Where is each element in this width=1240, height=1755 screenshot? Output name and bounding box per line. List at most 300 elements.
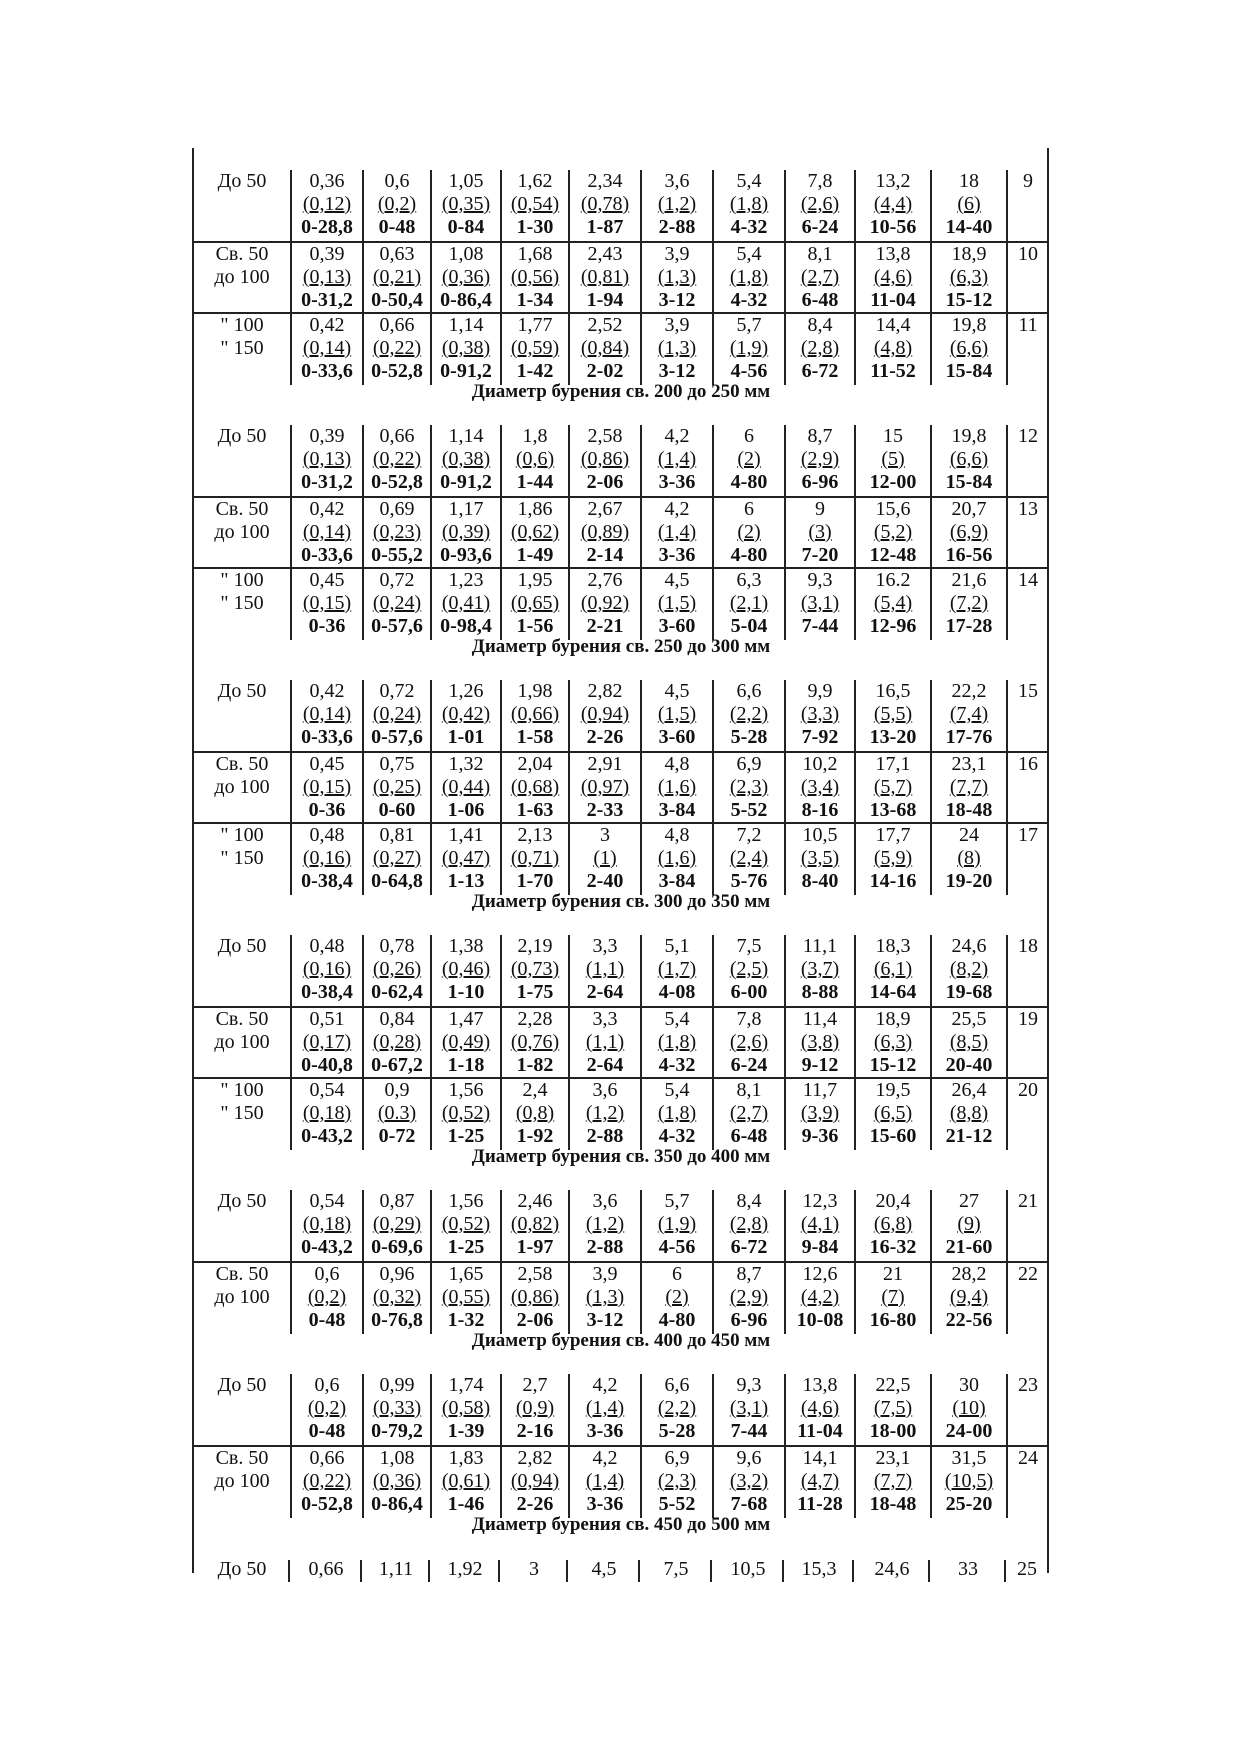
value-cell <box>290 1374 362 1445</box>
value-sub: (1,8) <box>657 1031 697 1053</box>
value-sub: (1,6) <box>657 847 697 869</box>
value-sub: (0,25) <box>372 776 422 798</box>
value-main: 5,4 <box>664 1079 690 1101</box>
value-bold: 2-40 <box>586 870 624 892</box>
value-bold: 15-84 <box>945 471 993 493</box>
value-sub: (2,9) <box>729 1286 769 1308</box>
value-cell <box>568 425 640 496</box>
value-bold: 0-86,4 <box>440 289 492 311</box>
row-label-line: До 50 <box>217 425 267 447</box>
value-sub: (0,38) <box>441 337 491 359</box>
value-main: 1,17 <box>448 498 484 520</box>
value-cell <box>854 935 930 1006</box>
value-bold: 1-06 <box>447 799 485 821</box>
value-cell <box>500 1079 568 1150</box>
value-sub: (2,1) <box>729 592 769 614</box>
value-sub: (0,14) <box>302 337 352 359</box>
value-main: 10,2 <box>802 753 838 775</box>
value-bold: 11-28 <box>797 1493 843 1515</box>
value-bold: 0-69,6 <box>371 1236 423 1258</box>
value-cell <box>784 1447 854 1518</box>
value-bold: 1-32 <box>447 1309 485 1331</box>
value-sub: (3,9) <box>800 1102 840 1124</box>
value-sub: (0,18) <box>302 1102 352 1124</box>
value-cell <box>784 1558 854 1584</box>
value-sub: (0,65) <box>510 592 560 614</box>
value-main: 2,52 <box>587 314 623 336</box>
value-cell <box>640 824 712 895</box>
row-number-text: 11 <box>1018 314 1038 336</box>
value-main: 2,13 <box>517 824 553 846</box>
value-cell <box>640 243 712 314</box>
value-cell <box>362 1263 430 1334</box>
value-cell <box>500 425 568 496</box>
value-bold: 1-39 <box>447 1420 485 1442</box>
value-sub: (0,41) <box>441 592 491 614</box>
value-cell <box>430 314 500 385</box>
value-main: 1,74 <box>448 1374 484 1396</box>
value-sub: (8,5) <box>949 1031 989 1053</box>
value-cell <box>784 1190 854 1261</box>
value-main: 1,08 <box>379 1447 415 1469</box>
value-cell <box>290 1263 362 1334</box>
value-main: 8,1 <box>807 243 833 265</box>
row-label <box>194 680 290 751</box>
value-sub: (0,21) <box>372 266 422 288</box>
value-bold: 0-43,2 <box>301 1236 353 1258</box>
value-main: 15,6 <box>875 498 911 520</box>
value-main: 9,6 <box>736 1447 762 1469</box>
value-sub: (0,22) <box>302 1470 352 1492</box>
value-bold: 6-00 <box>730 981 768 1003</box>
value-cell <box>290 170 362 241</box>
value-bold: 2-14 <box>586 544 624 566</box>
row-number-text: 17 <box>1018 824 1038 846</box>
row-number-text: 16 <box>1018 753 1038 775</box>
value-sub: (0,28) <box>372 1031 422 1053</box>
value-cell <box>784 935 854 1006</box>
value-cell <box>712 425 784 496</box>
value-bold: 12-48 <box>869 544 917 566</box>
value-sub: (6,3) <box>873 1031 913 1053</box>
value-sub: (0,84) <box>580 337 630 359</box>
value-main: 7,2 <box>736 824 762 846</box>
row-number-text: 18 <box>1018 935 1038 957</box>
value-bold: 16-32 <box>869 1236 917 1258</box>
value-bold: 6-96 <box>801 471 839 493</box>
value-cell <box>930 1447 1006 1518</box>
value-sub: (0,58) <box>441 1397 491 1419</box>
value-cell <box>640 935 712 1006</box>
table-row <box>194 1558 1048 1584</box>
value-bold: 0-57,6 <box>371 615 423 637</box>
value-bold: 0-52,8 <box>371 471 423 493</box>
value-bold: 5-28 <box>658 1420 696 1442</box>
value-cell <box>430 243 500 314</box>
row-label <box>194 1374 290 1445</box>
value-cell <box>362 243 430 314</box>
value-main: 8,4 <box>807 314 833 336</box>
value-sub: (0,15) <box>302 592 352 614</box>
value-sub: (6) <box>957 193 981 215</box>
value-main: 2,7 <box>522 1374 548 1396</box>
value-main: 24,6 <box>951 935 987 957</box>
value-sub: (0,14) <box>302 521 352 543</box>
value-cell <box>712 680 784 751</box>
row-number <box>1006 1008 1048 1079</box>
value-main: 18,9 <box>875 1008 911 1030</box>
value-sub: (1,4) <box>585 1470 625 1492</box>
value-sub: (0,17) <box>302 1031 352 1053</box>
value-sub: (1,4) <box>657 448 697 470</box>
value-main: 0,69 <box>379 498 415 520</box>
row-label-line: Св. 50 <box>215 243 269 265</box>
value-cell <box>500 935 568 1006</box>
value-main: 10,5 <box>802 824 838 846</box>
value-cell <box>362 314 430 385</box>
value-bold: 18-00 <box>869 1420 917 1442</box>
value-cell <box>500 170 568 241</box>
value-sub: (1,2) <box>585 1213 625 1235</box>
row-label-line: " 100 <box>220 1079 264 1101</box>
value-main: 21 <box>883 1263 903 1285</box>
value-main: 16,5 <box>875 680 911 702</box>
value-sub: (0,54) <box>510 193 560 215</box>
value-cell <box>784 1263 854 1334</box>
value-sub: (7) <box>881 1286 905 1308</box>
value-bold: 2-88 <box>586 1125 624 1147</box>
value-main: 3,3 <box>592 1008 618 1030</box>
value-sub: (7,7) <box>949 776 989 798</box>
value-cell <box>362 1008 430 1079</box>
value-bold: 1-44 <box>516 471 554 493</box>
value-sub: (0,9) <box>515 1397 555 1419</box>
value-bold: 1-75 <box>516 981 554 1003</box>
value-main: 11,7 <box>802 1079 838 1101</box>
value-cell <box>712 1190 784 1261</box>
value-bold: 6-48 <box>801 289 839 311</box>
value-bold: 0-36 <box>308 615 346 637</box>
value-cell <box>784 1079 854 1150</box>
value-bold: 0-52,8 <box>371 360 423 382</box>
value-cell <box>784 824 854 895</box>
value-cell <box>430 680 500 751</box>
value-sub: (0,61) <box>441 1470 491 1492</box>
value-bold: 0-38,4 <box>301 981 353 1003</box>
value-bold: 2-16 <box>516 1420 554 1442</box>
value-main: 0,66 <box>309 1447 345 1469</box>
value-cell <box>930 170 1006 241</box>
value-main: 6,9 <box>664 1447 690 1469</box>
value-bold: 4-08 <box>658 981 696 1003</box>
value-main: 13,8 <box>802 1374 838 1396</box>
value-bold: 0-60 <box>378 799 416 821</box>
value-cell <box>430 753 500 824</box>
value-sub: (7,2) <box>949 592 989 614</box>
value-main: 6,9 <box>736 753 762 775</box>
value-main: 1,62 <box>517 170 553 192</box>
value-bold: 3-12 <box>658 360 696 382</box>
value-cell <box>930 1190 1006 1261</box>
value-cell <box>854 1447 930 1518</box>
value-main: 0,63 <box>379 243 415 265</box>
value-sub: (1,3) <box>657 337 697 359</box>
row-label <box>194 1008 290 1079</box>
value-main: 22,2 <box>951 680 987 702</box>
value-cell <box>640 170 712 241</box>
value-cell <box>854 1263 930 1334</box>
value-main: 19,8 <box>951 314 987 336</box>
value-main: 3 <box>600 824 610 846</box>
value-sub: (6,9) <box>949 521 989 543</box>
row-label <box>194 753 290 824</box>
value-sub: (6,6) <box>949 448 989 470</box>
value-sub: (0.3) <box>377 1102 417 1124</box>
row-label <box>194 1190 290 1261</box>
value-cell <box>854 1190 930 1261</box>
value-cell <box>930 1558 1006 1584</box>
value-bold: 7-92 <box>801 726 839 748</box>
value-bold: 19-68 <box>945 981 993 1003</box>
value-main: 4,2 <box>664 498 690 520</box>
value-main: 2,28 <box>517 1008 553 1030</box>
value-main: 0,39 <box>309 425 345 447</box>
value-bold: 1-42 <box>516 360 554 382</box>
row-label <box>194 1447 290 1518</box>
value-sub: (8) <box>957 847 981 869</box>
value-main: 0,72 <box>379 680 415 702</box>
value-bold: 1-63 <box>516 799 554 821</box>
value-sub: (0,8) <box>515 1102 555 1124</box>
value-sub: (0,24) <box>372 592 422 614</box>
value-sub: (0,36) <box>372 1470 422 1492</box>
value-main: 0,39 <box>309 243 345 265</box>
value-bold: 11-04 <box>870 289 916 311</box>
value-bold: 9-12 <box>801 1054 839 1076</box>
value-main: 3 <box>529 1558 539 1580</box>
value-cell <box>712 170 784 241</box>
value-cell <box>362 935 430 1006</box>
value-bold: 0-38,4 <box>301 870 353 892</box>
value-main: 5,7 <box>664 1190 690 1212</box>
value-main: 13,8 <box>875 243 911 265</box>
value-main: 7,8 <box>736 1008 762 1030</box>
value-cell <box>712 824 784 895</box>
value-bold: 15-12 <box>945 289 993 311</box>
value-cell <box>430 498 500 569</box>
value-bold: 6-24 <box>801 216 839 238</box>
value-cell <box>712 569 784 640</box>
value-sub: (2,8) <box>800 337 840 359</box>
value-bold: 0-31,2 <box>301 471 353 493</box>
row-number-text: 21 <box>1018 1190 1038 1212</box>
table-row <box>194 312 1048 385</box>
row-number <box>1006 1079 1048 1150</box>
value-main: 1,32 <box>448 753 484 775</box>
value-bold: 3-36 <box>586 1420 624 1442</box>
value-main: 0,42 <box>309 498 345 520</box>
value-bold: 0-67,2 <box>371 1054 423 1076</box>
value-bold: 15-60 <box>869 1125 917 1147</box>
value-cell <box>568 569 640 640</box>
value-sub: (0,14) <box>302 703 352 725</box>
row-label-line: " 100 <box>220 569 264 591</box>
value-sub: (5,4) <box>873 592 913 614</box>
value-sub: (1,2) <box>585 1102 625 1124</box>
value-bold: 2-26 <box>586 726 624 748</box>
value-sub: (1,4) <box>585 1397 625 1419</box>
value-bold: 0-52,8 <box>301 1493 353 1515</box>
value-bold: 4-80 <box>730 544 768 566</box>
value-cell <box>640 1190 712 1261</box>
value-cell <box>784 1374 854 1445</box>
value-sub: (7,4) <box>949 703 989 725</box>
row-label <box>194 1558 290 1629</box>
value-bold: 6-72 <box>730 1236 768 1258</box>
value-cell <box>930 1008 1006 1079</box>
value-main: 2,67 <box>587 498 623 520</box>
value-cell <box>712 1263 784 1334</box>
row-number-text: 14 <box>1018 569 1038 591</box>
value-main: 0,78 <box>379 935 415 957</box>
value-bold: 4-32 <box>730 289 768 311</box>
value-cell <box>568 170 640 241</box>
value-sub: (5) <box>881 448 905 470</box>
value-cell <box>640 569 712 640</box>
value-cell <box>362 753 430 824</box>
value-cell <box>568 1008 640 1079</box>
value-main: 20,4 <box>875 1190 911 1212</box>
value-bold: 12-00 <box>869 471 917 493</box>
value-main: 1,68 <box>517 243 553 265</box>
value-sub: (0,68) <box>510 776 560 798</box>
value-main: 0,66 <box>379 425 415 447</box>
value-sub: (0,89) <box>580 521 630 543</box>
value-main: 1,26 <box>448 680 484 702</box>
row-number <box>1006 824 1048 895</box>
value-bold: 6-24 <box>730 1054 768 1076</box>
value-cell <box>500 1263 568 1334</box>
value-bold: 1-25 <box>447 1125 485 1147</box>
value-cell <box>640 1079 712 1150</box>
row-label <box>194 170 290 241</box>
value-sub: (5,7) <box>873 776 913 798</box>
value-cell <box>362 569 430 640</box>
value-main: 1,38 <box>448 935 484 957</box>
value-cell <box>930 425 1006 496</box>
value-main: 5,4 <box>736 170 762 192</box>
value-bold: 0-33,6 <box>301 544 353 566</box>
row-label-line: до 100 <box>214 1031 270 1053</box>
row-label <box>194 824 290 895</box>
value-bold: 0-64,8 <box>371 870 423 892</box>
value-bold: 1-30 <box>516 216 554 238</box>
value-bold: 1-01 <box>447 726 485 748</box>
row-number-text: 20 <box>1018 1079 1038 1101</box>
value-main: 4,2 <box>592 1447 618 1469</box>
value-bold: 13-20 <box>869 726 917 748</box>
value-cell <box>854 498 930 569</box>
value-sub: (1,1) <box>585 958 625 980</box>
row-label-line: " 150 <box>220 847 264 869</box>
value-main: 5,4 <box>664 1008 690 1030</box>
value-main: 7,5 <box>736 935 762 957</box>
value-sub: (3,2) <box>729 1470 769 1492</box>
value-main: 6 <box>744 498 754 520</box>
value-main: 23,1 <box>875 1447 911 1469</box>
value-bold: 0-43,2 <box>301 1125 353 1147</box>
row-number-text: 23 <box>1018 1374 1038 1396</box>
value-bold: 1-58 <box>516 726 554 748</box>
value-main: 7,5 <box>663 1558 689 1580</box>
table-row <box>194 680 1048 751</box>
value-main: 17,7 <box>875 824 911 846</box>
value-bold: 3-84 <box>658 799 696 821</box>
value-main: 2,76 <box>587 569 623 591</box>
value-sub: (0,52) <box>441 1102 491 1124</box>
value-bold: 2-21 <box>586 615 624 637</box>
value-sub: (4,1) <box>800 1213 840 1235</box>
row-label-line: " 150 <box>220 1102 264 1124</box>
value-main: 3,6 <box>592 1079 618 1101</box>
value-sub: (0,52) <box>441 1213 491 1235</box>
value-main: 1,83 <box>448 1447 484 1469</box>
row-label-line: Св. 50 <box>215 753 269 775</box>
value-cell <box>430 1447 500 1518</box>
value-bold: 2-88 <box>658 216 696 238</box>
value-sub: (1,4) <box>657 521 697 543</box>
value-sub: (2,2) <box>657 1397 697 1419</box>
row-number <box>1006 753 1048 824</box>
value-main: 4,2 <box>664 425 690 447</box>
value-sub: (1,5) <box>657 703 697 725</box>
value-main: 2,34 <box>587 170 623 192</box>
row-label-line: " 100 <box>220 314 264 336</box>
value-cell <box>712 243 784 314</box>
row-number-text: 24 <box>1018 1447 1038 1469</box>
value-sub: (0,33) <box>372 1397 422 1419</box>
value-main: 33 <box>958 1558 978 1580</box>
value-cell <box>290 680 362 751</box>
value-cell <box>500 1190 568 1261</box>
value-sub: (0,16) <box>302 847 352 869</box>
value-main: 1,14 <box>448 425 484 447</box>
value-main: 11,4 <box>802 1008 838 1030</box>
value-sub: (0,2) <box>307 1397 347 1419</box>
value-main: 3,9 <box>592 1263 618 1285</box>
value-cell <box>500 1008 568 1079</box>
value-sub: (6,6) <box>949 337 989 359</box>
value-sub: (1,8) <box>729 266 769 288</box>
value-cell <box>500 1374 568 1445</box>
value-cell <box>290 314 362 385</box>
value-sub: (3,1) <box>800 592 840 614</box>
value-bold: 2-06 <box>586 471 624 493</box>
value-cell <box>640 753 712 824</box>
value-main: 18 <box>959 170 979 192</box>
value-cell <box>784 170 854 241</box>
value-cell <box>500 753 568 824</box>
value-cell <box>290 498 362 569</box>
row-label-line: До 50 <box>217 680 267 702</box>
value-main: 4,8 <box>664 824 690 846</box>
value-cell <box>362 1190 430 1261</box>
section-title: Диаметр бурения св. 400 до 450 мм <box>471 1330 771 1351</box>
value-cell <box>430 170 500 241</box>
value-bold: 4-56 <box>730 360 768 382</box>
value-cell <box>430 1263 500 1334</box>
table-row <box>194 822 1048 895</box>
